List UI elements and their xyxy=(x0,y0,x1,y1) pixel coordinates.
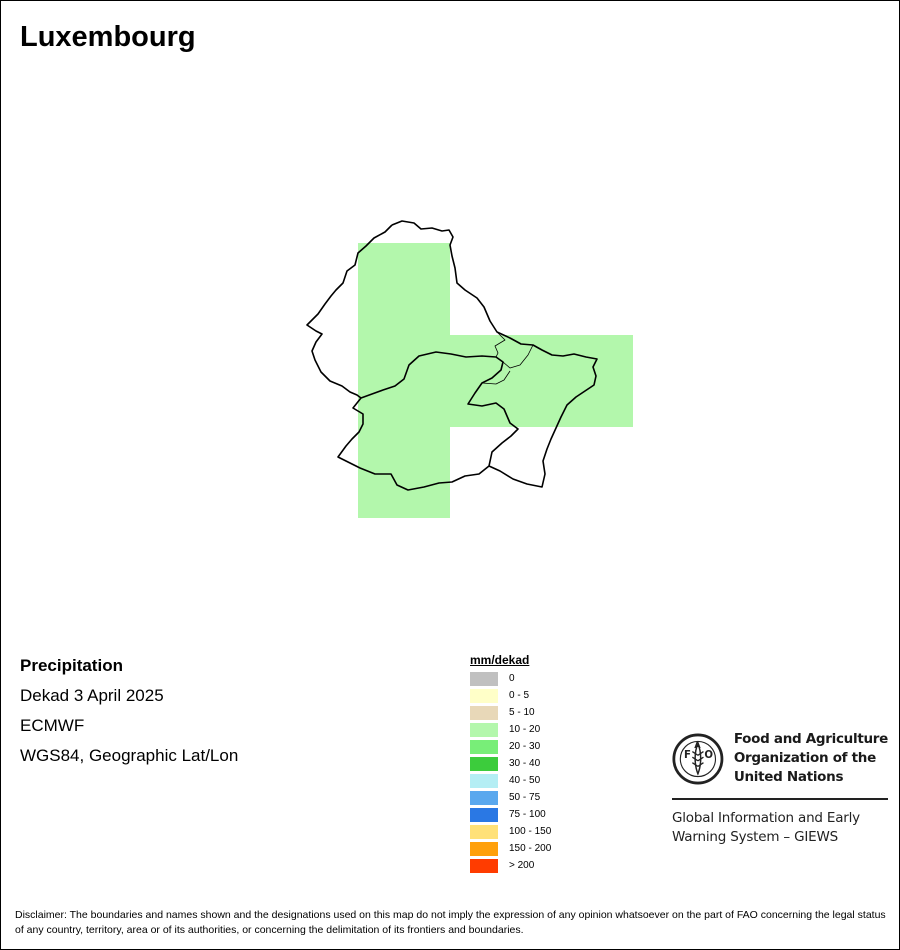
giews-label xyxy=(672,809,888,847)
legend-swatch xyxy=(470,706,498,720)
svg-text:F: F xyxy=(684,749,691,761)
legend-swatch xyxy=(470,672,498,686)
projection-label: WGS84, Geographic Lat/Lon xyxy=(20,746,239,765)
legend-label: 10 - 20 xyxy=(509,724,541,735)
legend-label: 20 - 30 xyxy=(509,741,541,752)
legend-swatch xyxy=(470,825,498,839)
legend-swatch xyxy=(470,859,498,873)
legend-swatch xyxy=(470,791,498,805)
precipitation-grid xyxy=(358,243,633,518)
legend-label: 40 - 50 xyxy=(509,775,541,786)
fao-name-line1: Food and Agriculture xyxy=(733,731,888,747)
fao-emblem-icon xyxy=(672,731,724,787)
logo-divider xyxy=(672,798,888,800)
legend-item xyxy=(470,806,551,823)
legend-item xyxy=(470,840,551,857)
legend-item xyxy=(470,823,551,840)
legend-swatch xyxy=(470,842,498,856)
fao-name-line2: Organization of the xyxy=(733,750,876,766)
legend-label: 0 xyxy=(509,673,515,684)
legend-swatch xyxy=(470,757,498,771)
legend-swatch xyxy=(470,774,498,788)
legend-item xyxy=(470,755,551,772)
variable-label: Precipitation xyxy=(20,656,123,675)
fao-organization-name xyxy=(734,730,888,787)
svg-text:O: O xyxy=(704,749,714,761)
map-title: Luxembourg xyxy=(20,21,196,53)
legend-item xyxy=(470,857,551,874)
legend-swatch xyxy=(470,808,498,822)
giews-line2: Warning System – GIEWS xyxy=(672,829,838,845)
source-label: ECMWF xyxy=(20,716,85,735)
legend-item xyxy=(470,687,551,704)
legend-item xyxy=(470,721,551,738)
legend-label: 150 - 200 xyxy=(509,843,552,854)
legend-label: 5 - 10 xyxy=(509,707,535,718)
map-info xyxy=(20,656,238,776)
legend-label: 50 - 75 xyxy=(509,792,541,803)
disclaimer-text: Disclaimer: The boundaries and names shown and the designations used on this map do not imply the expression of any opinion whatsoever on the part of FAO concerning the legal status of any country, territory, area or of its authorities, or concerning the delimitation of its frontiers and boundaries. xyxy=(15,909,886,936)
legend-label: 75 - 100 xyxy=(509,809,546,820)
grid-cell-east xyxy=(450,335,633,427)
legend-item xyxy=(470,772,551,789)
legend-label: 30 - 40 xyxy=(509,758,541,769)
period-label: Dekad 3 April 2025 xyxy=(20,686,164,705)
legend-label: 0 - 5 xyxy=(509,690,530,701)
fao-name-line3: United Nations xyxy=(733,769,844,785)
legend xyxy=(470,652,551,874)
legend-title: mm/dekad xyxy=(470,653,530,667)
legend-label: > 200 xyxy=(509,860,535,871)
legend-item xyxy=(470,670,551,687)
legend-item xyxy=(470,738,551,755)
legend-swatch xyxy=(470,689,498,703)
legend-label: 100 - 150 xyxy=(509,826,552,837)
legend-item xyxy=(470,704,551,721)
svg-text:A: A xyxy=(694,739,701,750)
fao-logo-block xyxy=(672,730,888,847)
grid-cell-west xyxy=(358,243,450,518)
giews-line1: Global Information and Early xyxy=(672,810,860,826)
legend-swatch xyxy=(470,723,498,737)
legend-swatch xyxy=(470,740,498,754)
legend-item xyxy=(470,789,551,806)
